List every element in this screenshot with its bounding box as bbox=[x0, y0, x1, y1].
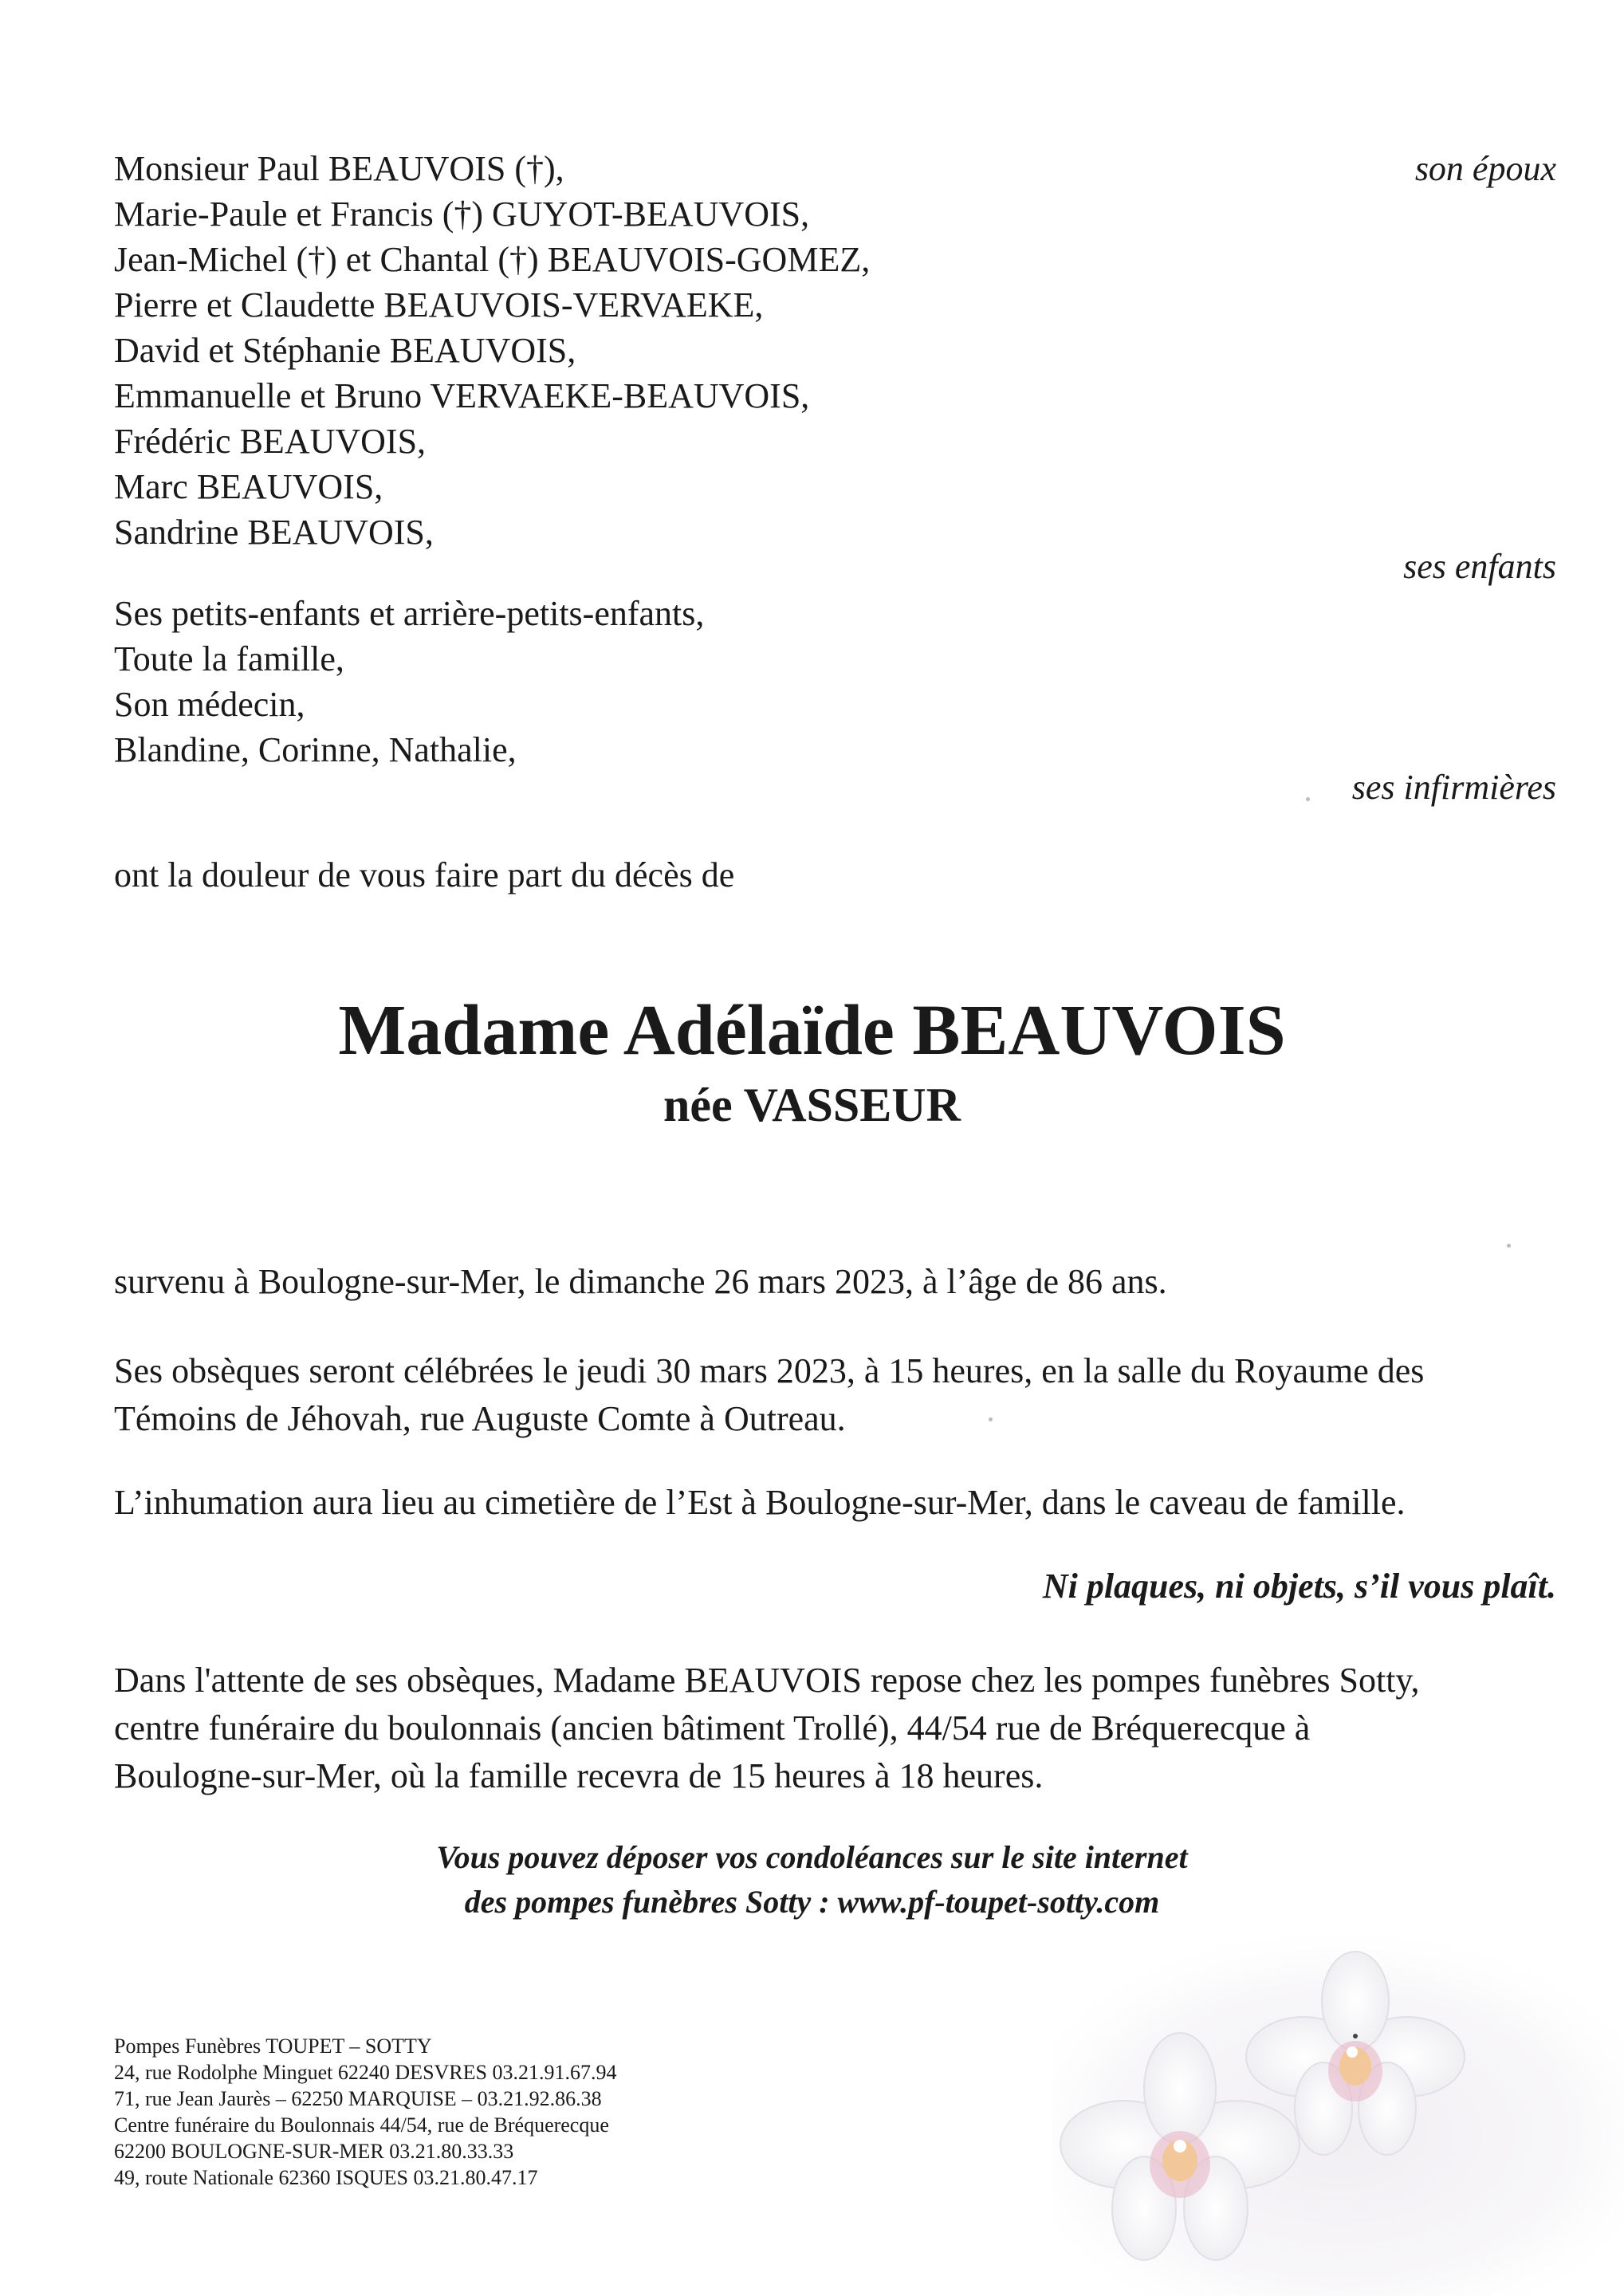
family-line: Emmanuelle et Bruno VERVAEKE-BEAUVOIS, bbox=[114, 376, 810, 415]
funeral-details bbox=[114, 1347, 1557, 1443]
funeral-text-2: Témoins de Jéhovah, rue Auguste Comte à Outreau. bbox=[114, 1399, 846, 1438]
rest-text-1: Dans l'attente de ses obsèques, Madame BEAUVOIS repose chez les pompes funèbres Sotty, bbox=[114, 1661, 1420, 1700]
family-line: Marie-Paule et Francis (†) GUYOT-BEAUVOIS, bbox=[114, 195, 810, 234]
family-line: Monsieur Paul BEAUVOIS (†), bbox=[114, 149, 564, 188]
orchid-flowers-image bbox=[1052, 1937, 1624, 2296]
rest-text-3: Boulogne-sur-Mer, où la famille recevra de 15 heures à 18 heures. bbox=[114, 1756, 1044, 1795]
death-details bbox=[114, 1258, 1557, 1306]
condolences-line-2: des pompes funèbres Sotty : www.pf-toupet-sotty.com bbox=[464, 1884, 1160, 1920]
deceased-name: Madame Adélaïde BEAUVOIS bbox=[338, 991, 1286, 1070]
rest-text-2: centre funéraire du boulonnais (ancien bâtiment Trollé), 44/54 rue de Bréquerecque à bbox=[114, 1708, 1311, 1748]
role-nurses: ses infirmières bbox=[1351, 768, 1556, 807]
footer-line: 24, rue Rodolphe Minguet 62240 DESVRES 03.21.91.67.94 bbox=[114, 2061, 617, 2084]
family-line: David et Stéphanie BEAUVOIS, bbox=[114, 331, 576, 370]
family-line: Ses petits-enfants et arrière-petits-enfants, bbox=[114, 594, 705, 633]
family-line: Son médecin, bbox=[114, 685, 305, 724]
footer-line: Pompes Funèbres TOUPET – SOTTY bbox=[114, 2035, 432, 2058]
funeral-home-footer bbox=[114, 2033, 617, 2191]
family-line: Sandrine BEAUVOIS, bbox=[114, 513, 434, 552]
family-line: Blandine, Corinne, Nathalie, bbox=[114, 730, 517, 769]
burial-text: L’inhumation aura lieu au cimetière de l’Est à Boulogne-sur-Mer, dans le caveau de famille. bbox=[114, 1483, 1406, 1522]
family-line: Frédéric BEAUVOIS, bbox=[114, 422, 427, 461]
burial-details bbox=[114, 1479, 1557, 1527]
family-line: Toute la famille, bbox=[114, 639, 344, 678]
condolences-notice bbox=[0, 1835, 1624, 1924]
scan-speck bbox=[989, 1417, 993, 1421]
maiden-name: née VASSEUR bbox=[663, 1079, 961, 1131]
footer-line: 71, rue Jean Jaurès – 62250 MARQUISE – 03.21.92.86.38 bbox=[114, 2087, 602, 2110]
scan-speck bbox=[1306, 797, 1310, 801]
role-children: ses enfants bbox=[1403, 547, 1556, 586]
family-line: Marc BEAUVOIS, bbox=[114, 467, 383, 506]
family-line: Jean-Michel (†) et Chantal (†) BEAUVOIS-GOMEZ, bbox=[114, 240, 871, 279]
no-flowers-notice: Ni plaques, ni objets, s’il vous plaît. bbox=[1042, 1567, 1556, 1606]
footer-line: 49, route Nationale 62360 ISQUES 03.21.80.47.17 bbox=[114, 2166, 538, 2189]
condolences-line-1: Vous pouvez déposer vos condoléances sur le site internet bbox=[436, 1839, 1188, 1875]
death-text: survenu à Boulogne-sur-Mer, le dimanche 26 mars 2023, à l’âge de 86 ans. bbox=[114, 1262, 1167, 1301]
rest-details bbox=[114, 1657, 1557, 1800]
role-spouse: son époux bbox=[1414, 149, 1556, 188]
announcement: ont la douleur de vous faire part du décès de bbox=[114, 855, 735, 894]
footer-line: 62200 BOULOGNE-SUR-MER 03.21.80.33.33 bbox=[114, 2140, 514, 2163]
funeral-text-1: Ses obsèques seront célébrées le jeudi 30 mars 2023, à 15 heures, en la salle du Royaume des bbox=[114, 1351, 1425, 1390]
footer-line: Centre funéraire du Boulonnais 44/54, rue de Bréquerecque bbox=[114, 2113, 609, 2137]
family-line: Pierre et Claudette BEAUVOIS-VERVAEKE, bbox=[114, 285, 764, 324]
scan-speck bbox=[1507, 1244, 1511, 1248]
